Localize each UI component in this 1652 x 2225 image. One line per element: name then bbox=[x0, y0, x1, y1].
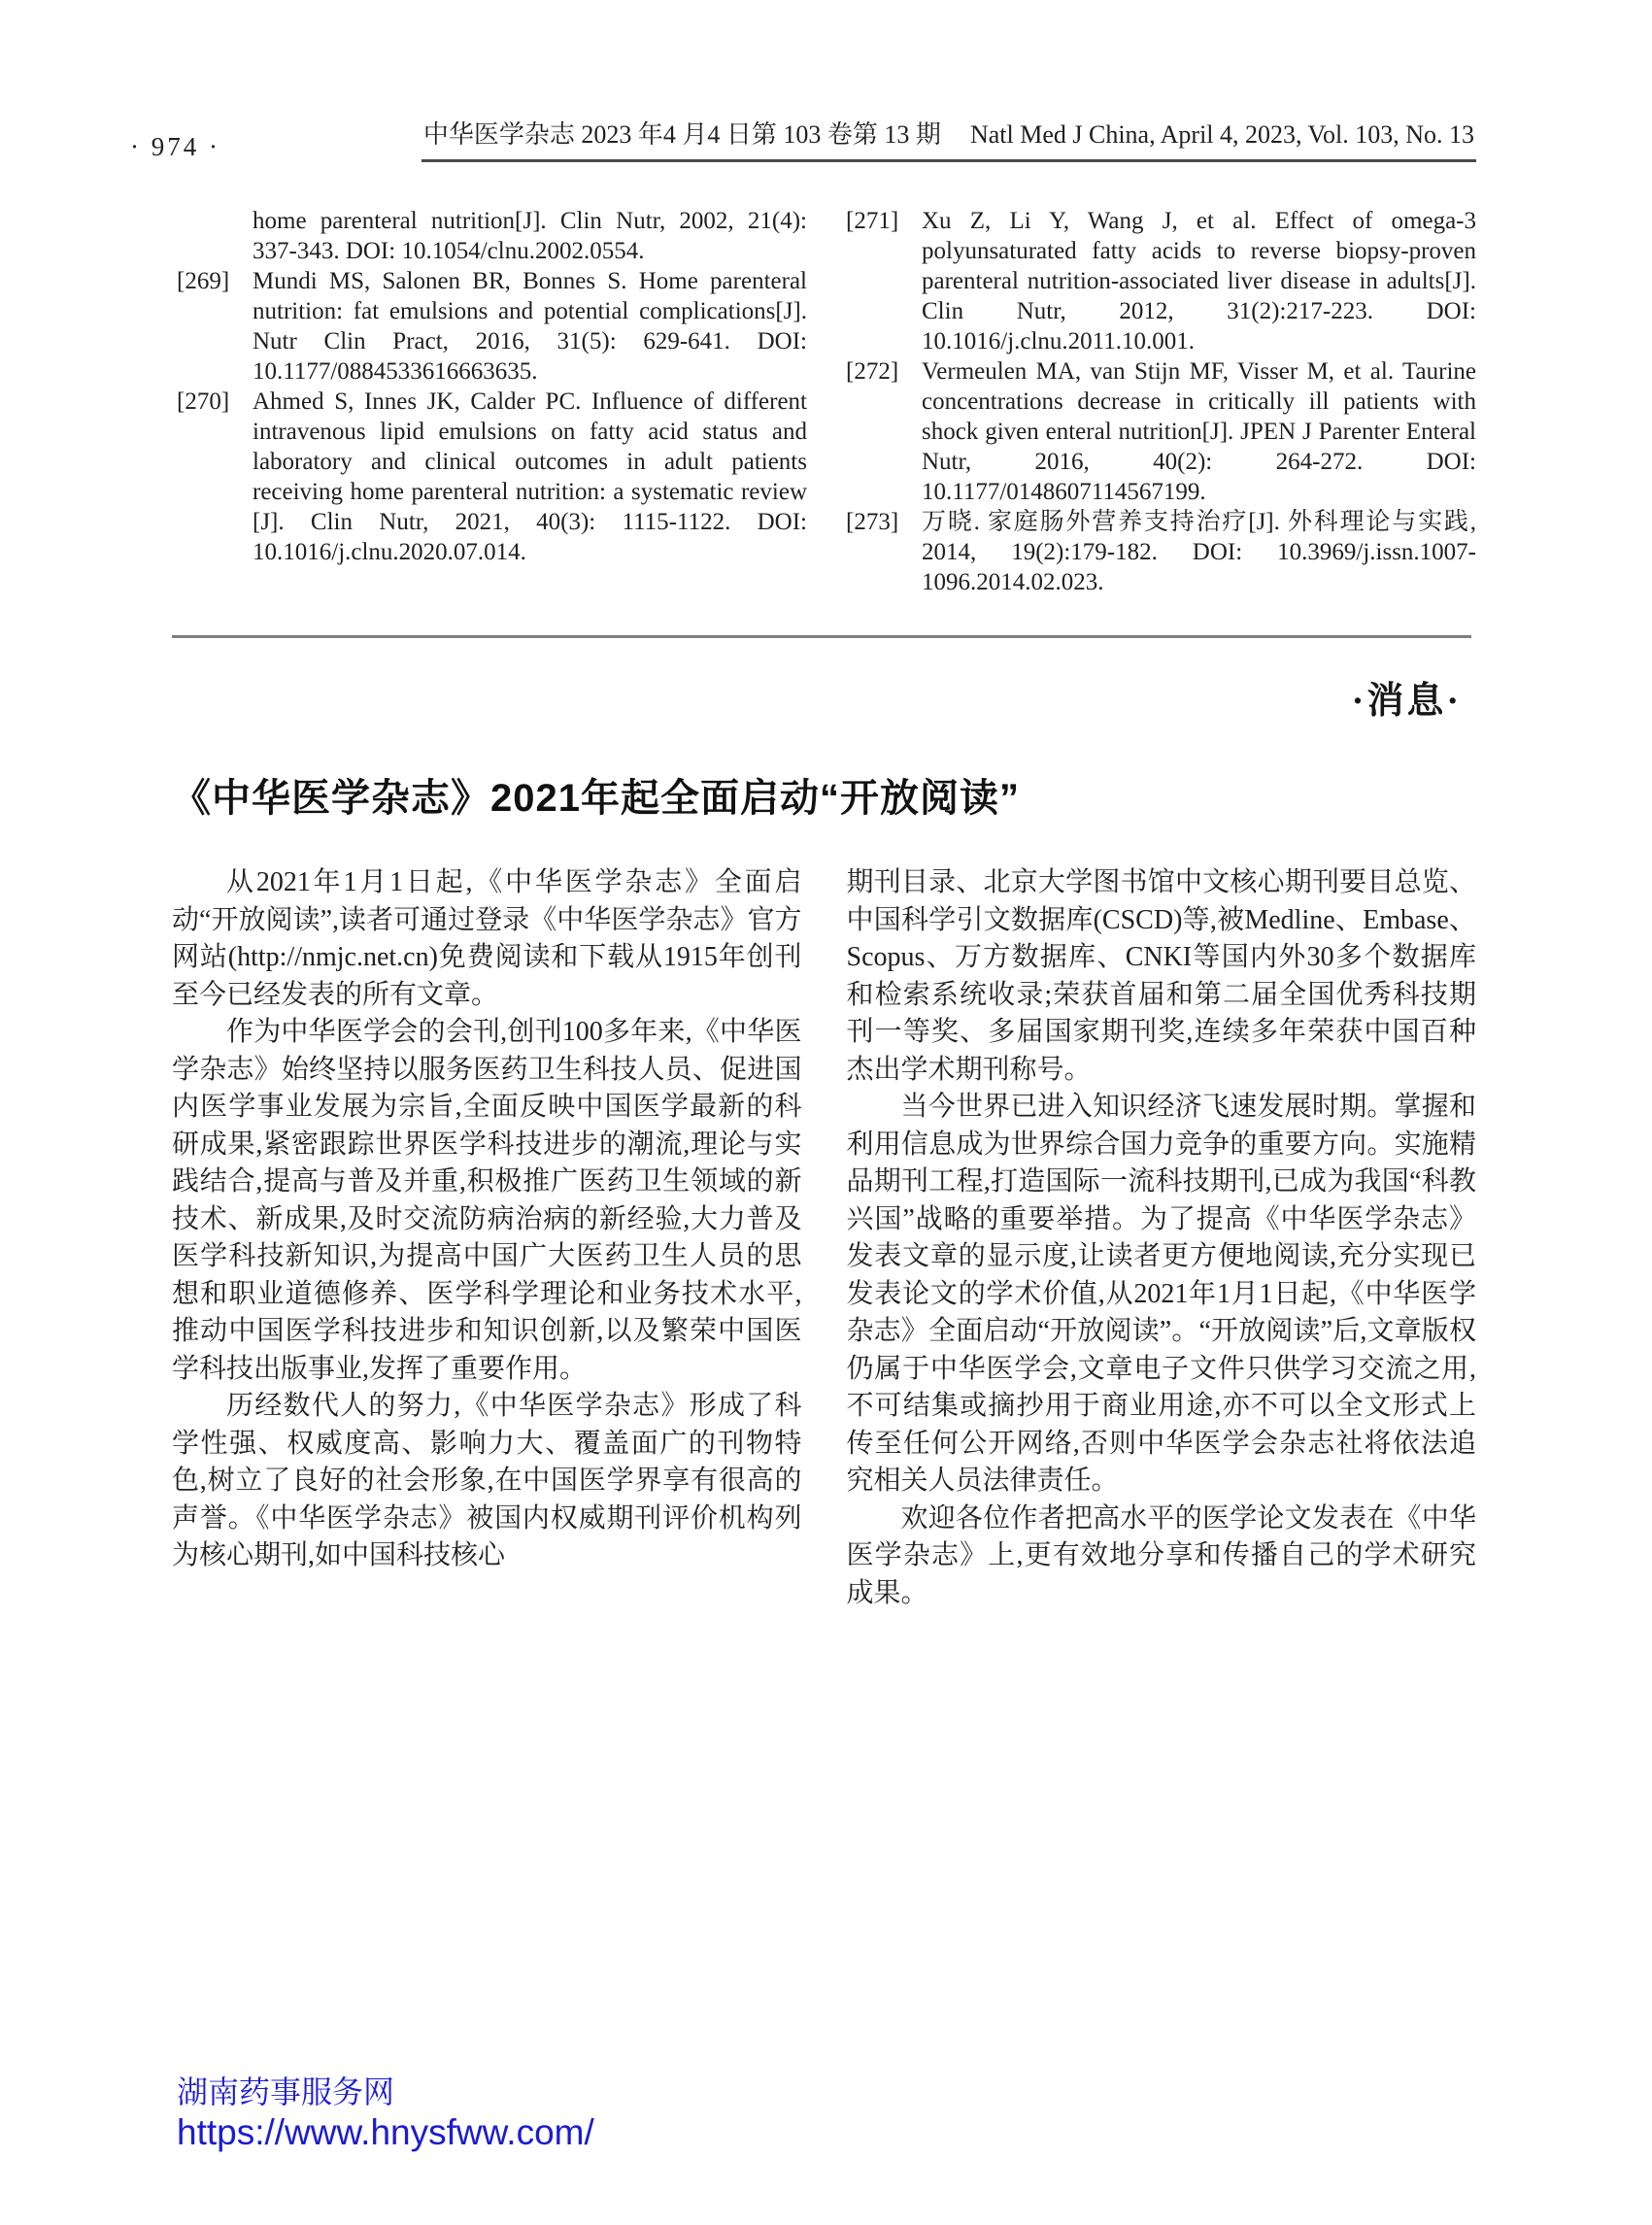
reference-text: 万晓. 家庭肠外营养支持治疗[J]. 外科理论与实践, 2014, 19(2):179-182. DOI: 10.3969/j.issn.1007-1096.2014.02.023. bbox=[922, 509, 1476, 595]
paragraph: 欢迎各位作者把高水平的医学论文发表在《中华医学杂志》上,更有效地分享和传播自己的学术研究成果。 bbox=[846, 1502, 1476, 1608]
reference-number: [269] bbox=[177, 268, 230, 294]
reference-text: Ahmed S, Innes JK, Calder PC. Influence of different intravenous lipid emulsions on fatty acid status and laboratory and clinical outcomes in adult patients receiving home parenteral nutrition: a systematic review [J]. Clin Nutr, 2021, 40(3): 1115-1122. DOI: 10.1016/j.clnu.2020.07.014. bbox=[253, 388, 807, 565]
reference-text: home parenteral nutrition[J]. Clin Nutr, 2002, 21(4): 337-343. DOI: 10.1054/clnu.2002.0554. bbox=[253, 208, 807, 264]
reference-item bbox=[846, 356, 1476, 507]
section-label: ·消息· bbox=[1351, 681, 1462, 722]
reference-item bbox=[177, 266, 807, 387]
references-left-column bbox=[177, 206, 807, 597]
reference-item bbox=[846, 206, 1476, 356]
journal-info-en: Natl Med J China, April 4, 2023, Vol. 103, No. 13 bbox=[969, 120, 1474, 149]
section-divider bbox=[172, 635, 1471, 638]
page-number: · 974 · bbox=[130, 132, 220, 161]
page-header bbox=[130, 115, 1476, 162]
article-body bbox=[172, 864, 1476, 1612]
paragraph: 当今世界已进入知识经济飞速发展时期。掌握和利用信息成为世界综合国力竞争的重要方向。实施精品期刊工程,打造国际一流科技期刊,已成为我国“科教兴国”战略的重要举措。为了提高《中华医学杂志》发表文章的显示度,让读者更方便地阅读,充分实现已发表论文的学术价值,从2021年1月1日起,《中华医学杂志》全面启动“开放阅读”。“开放阅读”后,文章版权仍属于中华医学会,文章电子文件只供学习交流之用,不可结集或摘抄用于商业用途,亦不可以全文形式上传至任何公开网络,否则中华医学会杂志社将依法追究相关人员法律责任。 bbox=[846, 1092, 1476, 1496]
journal-info bbox=[421, 115, 1476, 162]
paragraph: 历经数代人的努力,《中华医学杂志》形成了科学性强、权威度高、影响力大、覆盖面广的刊物特色,树立了良好的社会形象,在中国医学界享有很高的声誉。《中华医学杂志》被国内权威期刊评价机构列为核心期刊,如中国科技核心 bbox=[172, 1391, 802, 1570]
paragraph: 期刊目录、北京大学图书馆中文核心期刊要目总览、中国科学引文数据库(CSCD)等,被Medline、Embase、Scopus、万方数据库、CNKI等国内外30多个数据库和检索系统收录;荣获首届和第二届全国优秀科技期刊一等奖、多届国家期刊奖,连续多年荣获中国百种杰出学术期刊称号。 bbox=[846, 867, 1476, 1085]
watermark-site-name: 湖南药事服务网 bbox=[177, 2074, 395, 2109]
article-title: 《中华医学杂志》2021年起全面启动“开放阅读” bbox=[172, 777, 1020, 820]
reference-number: [272] bbox=[846, 358, 899, 385]
reference-text: Xu Z, Li Y, Wang J, et al. Effect of omega-3 polyunsaturated fatty acids to reverse biopsy-proven parenteral nutrition-associated liver disease in adults[J]. Clin Nutr, 2012, 31(2):217-223. DOI: 10.1016/j.clnu.2011.10.001. bbox=[922, 208, 1476, 354]
paragraph: 从2021年1月1日起,《中华医学杂志》全面启动“开放阅读”,读者可通过登录《中华医学杂志》官方网站(http://nmjc.net.cn)免费阅读和下载从1915年创刊至今已经发表的所有文章。 bbox=[172, 867, 802, 1010]
reference-number: [273] bbox=[846, 509, 899, 535]
references-right-column bbox=[846, 206, 1476, 597]
reference-number bbox=[177, 206, 253, 266]
reference-item bbox=[846, 507, 1476, 597]
reference-text: Mundi MS, Salonen BR, Bonnes S. Home parenteral nutrition: fat emulsions and potential complications[J]. Nutr Clin Pract, 2016, 31(5): 629-641. DOI: 10.1177/0884533616663635. bbox=[253, 268, 807, 385]
reference-number: [270] bbox=[177, 388, 230, 415]
reference-item bbox=[177, 387, 807, 567]
watermark bbox=[177, 2073, 594, 2154]
reference-text: Vermeulen MA, van Stijn MF, Visser M, et al. Taurine concentrations decrease in critically ill patients with shock given enteral nutrition[J]. JPEN J Parenter Enteral Nutr, 2016, 40(2): 264-272. DOI: 10.1177/0148607114567199. bbox=[922, 358, 1476, 505]
article-left-column bbox=[172, 864, 802, 1612]
reference-number: [271] bbox=[846, 208, 899, 234]
paragraph: 作为中华医学会的会刊,创刊100多年来,《中华医学杂志》始终坚持以服务医药卫生科技人员、促进国内医学事业发展为宗旨,全面反映中国医学最新的科研成果,紧密跟踪世界医学科技进步的潮流,理论与实践结合,提高与普及并重,积极推广医药卫生领域的新技术、新成果,及时交流防病治病的新经验,大力普及医学科技新知识,为提高中国广大医药卫生人员的思想和职业道德修养、医学科学理论和业务技术水平,推动中国医学科技进步和知识创新,以及繁荣中国医学科技出版事业,发挥了重要作用。 bbox=[172, 1017, 802, 1384]
article-right-column bbox=[847, 864, 1477, 1612]
references-section bbox=[177, 206, 1476, 597]
journal-info-cn: 中华医学杂志 2023 年4 月4 日第 103 卷第 13 期 bbox=[422, 120, 941, 149]
watermark-url-link[interactable]: https://www.hnysfww.com/ bbox=[177, 2112, 594, 2152]
reference-item bbox=[177, 206, 807, 266]
